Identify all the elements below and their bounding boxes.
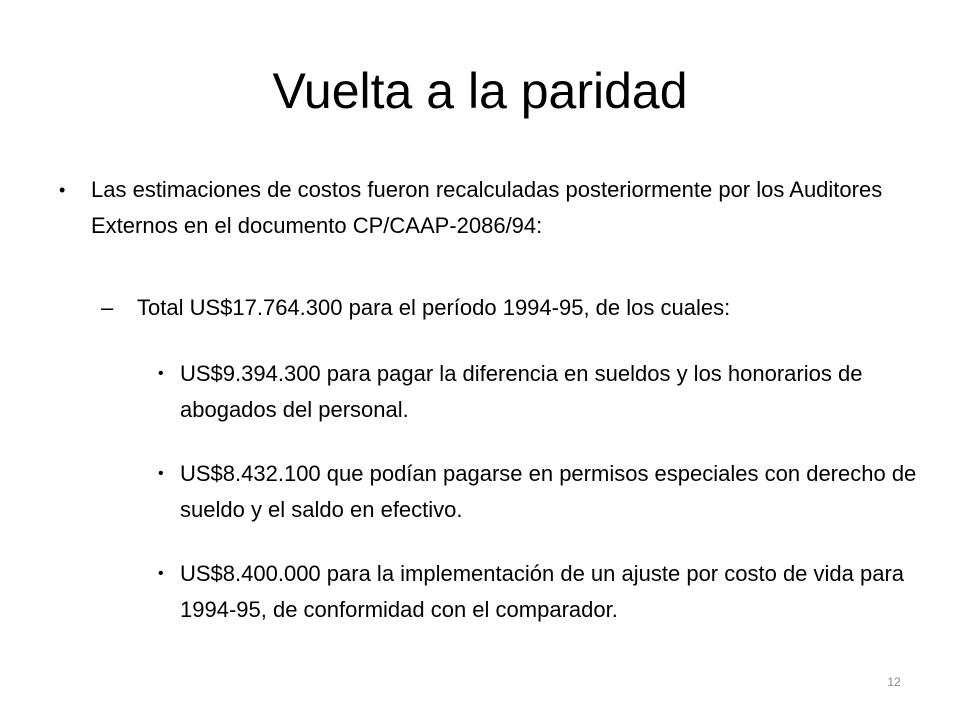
bullet-marker: • [158,365,164,382]
sub-bullet-text: Total US$17.764.300 para el período 1994-95, de los cuales: [137,295,731,320]
page-number: 12 [887,675,901,689]
bullet-text: Las estimaciones de costos fueron recalculadas posteriormente por los Auditores Externos en el documento CP/CAAP-2086/94: [91,177,883,238]
sub-sub-bullet-item [60,456,920,528]
slide-content [59,172,917,628]
sub-bullet-item [60,290,897,326]
slide-title: Vuelta a la paridad [272,63,688,119]
bullet-item [60,172,901,244]
bullet-marker: • [59,180,66,200]
sub-sub-bullet-text: US$8.400.000 para la implementación de un ajuste por costo de vida para 1994-95, de conformidad con el comparador. [180,561,905,622]
bullet-marker: • [158,465,164,482]
bullet-marker: • [158,565,164,582]
sub-sub-bullet-item [60,356,920,428]
sub-sub-bullet-item [60,556,920,628]
sub-sub-bullet-text: US$9.394.300 para pagar la diferencia en sueldos y los honorarios de abogados del personal. [180,361,863,422]
dash-marker: – [101,295,114,320]
sub-sub-bullet-text: US$8.432.100 que podían pagarse en permisos especiales con derecho de sueldo y el saldo en efectivo. [180,461,917,522]
